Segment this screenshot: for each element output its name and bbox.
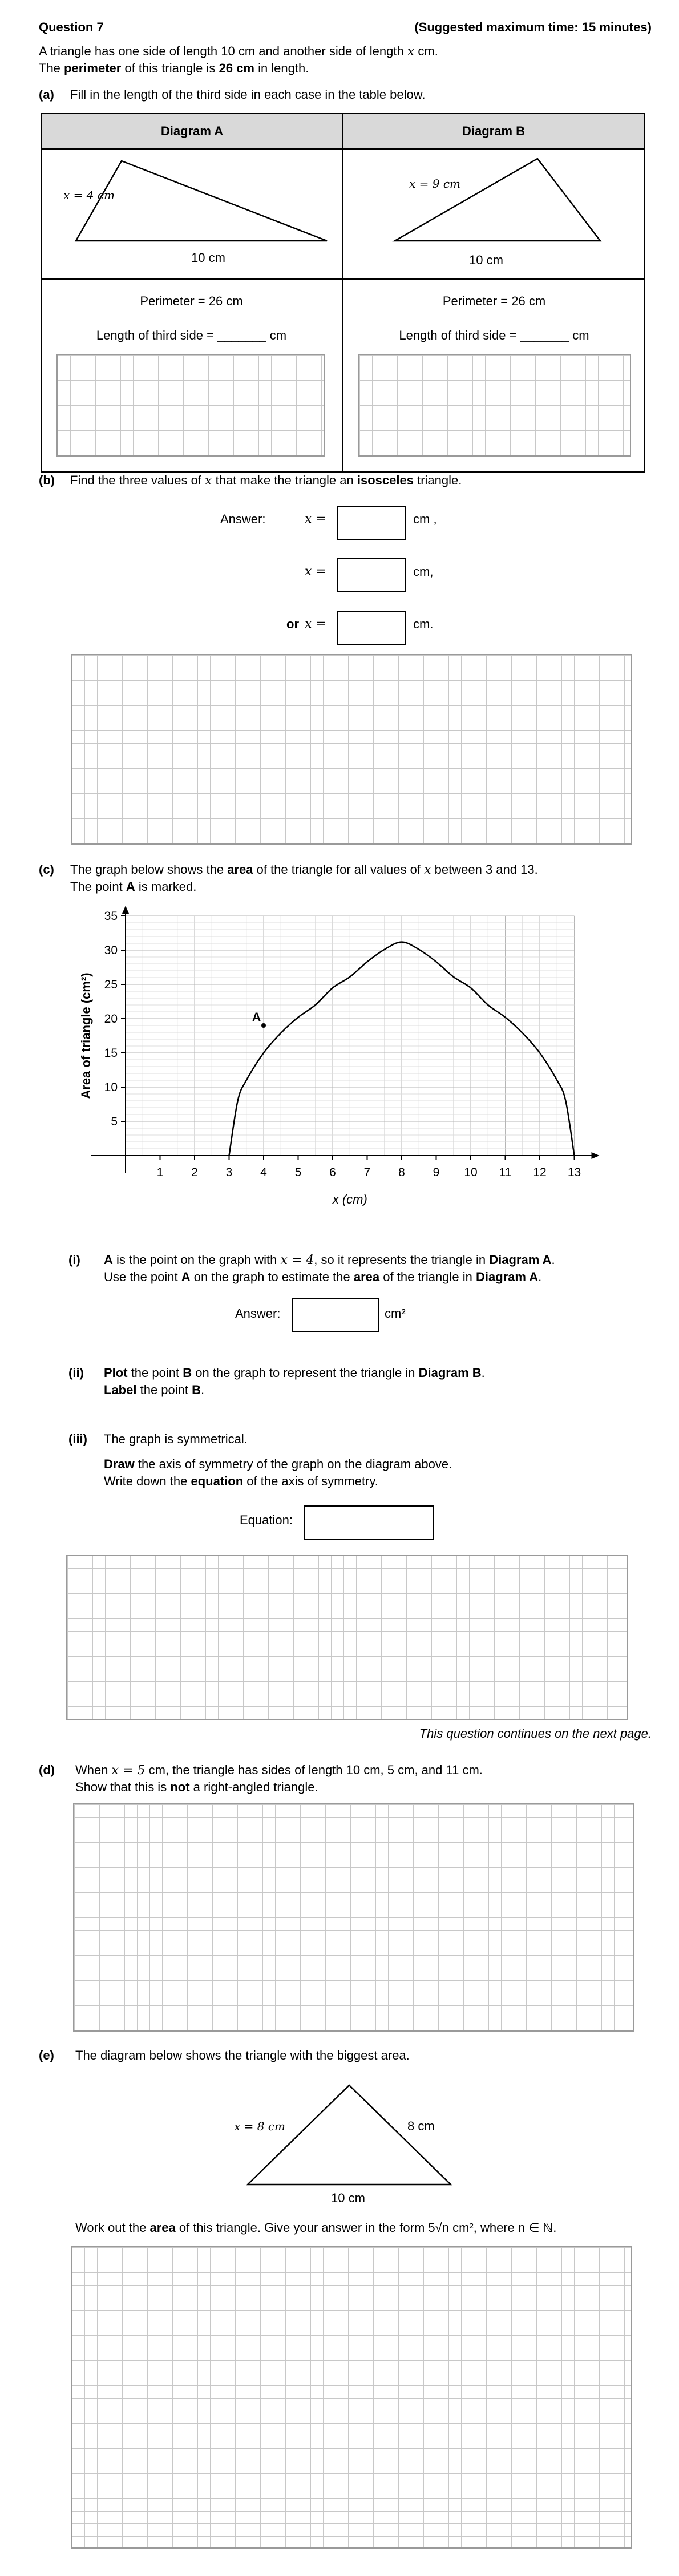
part-a-text: Fill in the length of the third side in each case in the table below. xyxy=(70,87,426,102)
y-tick-label: 20 xyxy=(104,1012,118,1025)
part-d-line-1: When x = 5 cm, the triangle has sides of length 10 cm, 5 cm, and 11 cm. xyxy=(75,1763,483,1778)
time-hint: (Suggested maximum time: 15 minutes) xyxy=(414,20,652,34)
equation-label: Equation: xyxy=(240,1513,293,1527)
part-b-text: Find the three values of x that make the triangle an isosceles triangle. xyxy=(70,473,462,488)
x-tick-label: 1 xyxy=(156,1166,164,1179)
part-e-label: (e) xyxy=(39,2048,54,2062)
x-eq-3: x = xyxy=(305,617,326,631)
sub-i-unit: cm² xyxy=(385,1306,406,1321)
sub-ii-label: (ii) xyxy=(68,1366,84,1380)
y-axis-arrow xyxy=(122,906,129,914)
diagram-b-answer-cell xyxy=(343,279,644,472)
diagram-b-cell xyxy=(343,149,644,279)
x-tick-label: 5 xyxy=(294,1166,302,1179)
equation-answer-box[interactable] xyxy=(304,1505,434,1540)
sub-i-answer-label: Answer: xyxy=(235,1306,281,1321)
point-a-label: A xyxy=(252,1011,261,1024)
x-tick-label: 11 xyxy=(499,1166,512,1179)
part-c-label: (c) xyxy=(39,862,54,877)
intro-line-2: The perimeter of this triangle is 26 cm in length. xyxy=(39,61,309,75)
x-tick-label: 7 xyxy=(363,1166,371,1179)
diagram-b-third-side[interactable]: Length of third side = _______ cm xyxy=(399,328,589,342)
isosceles-answer-box-3[interactable] xyxy=(337,611,406,645)
working-grid-part-d[interactable] xyxy=(73,1803,634,2032)
y-tick-label: 10 xyxy=(104,1081,118,1094)
working-grid-part-b[interactable] xyxy=(71,654,632,845)
x-tick-label: 4 xyxy=(260,1166,267,1179)
triangle-e-left-label: x = 8 cm xyxy=(234,2119,285,2133)
answer-suffix-1: cm , xyxy=(413,512,437,526)
sub-ii-line-1: Plot the point B on the graph to represent the triangle in Diagram B. xyxy=(104,1366,485,1380)
answer-suffix-2: cm, xyxy=(413,564,434,579)
part-e-question: Work out the area of this triangle. Give your answer in the form 5√n cm², where n ∈ ℕ. xyxy=(75,2220,557,2235)
working-grid-b[interactable] xyxy=(358,354,631,457)
diagram-b-side-label: x = 9 cm xyxy=(409,177,460,191)
diagram-b-header: Diagram B xyxy=(343,114,644,149)
sub-iii-label: (iii) xyxy=(68,1432,87,1446)
area-chart[interactable] xyxy=(63,905,605,1230)
diagram-a-header: Diagram A xyxy=(41,114,343,149)
x-eq-2: x = xyxy=(305,564,326,579)
x-tick-label: 9 xyxy=(433,1166,440,1179)
or-label: or xyxy=(286,617,299,631)
part-a-label: (a) xyxy=(39,87,54,102)
sub-iii-line-1: The graph is symmetrical. xyxy=(104,1432,248,1446)
part-c-text-1: The graph below shows the area of the triangle for all values of x between 3 and 13. xyxy=(70,862,538,877)
sub-iii-line-2: Draw the axis of symmetry of the graph on the diagram above. xyxy=(104,1457,452,1471)
x-tick-label: 10 xyxy=(464,1166,478,1179)
part-d-label: (d) xyxy=(39,1763,55,1777)
y-tick-label: 35 xyxy=(104,910,118,923)
triangle-e-right-label: 8 cm xyxy=(407,2119,435,2133)
answer-suffix-3: cm. xyxy=(413,617,434,631)
diagram-a-side-label: x = 4 cm xyxy=(63,188,115,202)
isosceles-answer-box-2[interactable] xyxy=(337,558,406,592)
part-d-line-2: Show that this is not a right-angled triangle. xyxy=(75,1780,318,1794)
y-tick-label: 5 xyxy=(111,1115,118,1128)
x-axis-arrow xyxy=(592,1152,600,1159)
x-tick-label: 3 xyxy=(225,1166,233,1179)
part-c-text-2: The point A is marked. xyxy=(70,879,197,894)
y-tick-label: 25 xyxy=(104,978,118,991)
question-title: Question 7 xyxy=(39,20,104,34)
sub-ii-line-2: Label the point B. xyxy=(104,1383,205,1397)
triangle-e-base-label: 10 cm xyxy=(331,2191,365,2205)
y-tick-label: 15 xyxy=(104,1047,118,1060)
y-axis-label: Area of triangle (cm²) xyxy=(79,972,93,1099)
part-b-answer-label: Answer: xyxy=(220,512,266,526)
x-tick-label: 2 xyxy=(191,1166,198,1179)
working-grid-part-e[interactable] xyxy=(71,2246,632,2549)
diagram-a-answer-cell xyxy=(41,279,343,472)
x-tick-label: 13 xyxy=(567,1166,581,1179)
triangle-e xyxy=(240,2083,456,2197)
working-grid-a[interactable] xyxy=(56,354,325,457)
sub-i-line-1: A is the point on the graph with x = 4, so it represents the triangle in Diagram A. xyxy=(104,1253,555,1267)
x-tick-label: 6 xyxy=(329,1166,336,1179)
point-a-marker xyxy=(261,1023,266,1028)
working-grid-part-c[interactable] xyxy=(66,1555,628,1720)
diagram-b-perimeter: Perimeter = 26 cm xyxy=(442,294,546,308)
y-tick-label: 30 xyxy=(104,944,118,957)
intro-line-1: A triangle has one side of length 10 cm and another side of length x cm. xyxy=(39,44,438,59)
diagram-a-third-side[interactable]: Length of third side = _______ cm xyxy=(96,328,287,342)
diagram-a-perimeter: Perimeter = 26 cm xyxy=(140,294,243,308)
sub-iii-line-3: Write down the equation of the axis of symmetry. xyxy=(104,1474,378,1488)
diagram-a-base-label: 10 cm xyxy=(191,251,225,265)
part-e-text: The diagram below shows the triangle with the biggest area. xyxy=(75,2048,410,2062)
diagram-b-base-label: 10 cm xyxy=(469,253,503,267)
x-eq-1: x = xyxy=(305,512,326,526)
diagram-table xyxy=(41,113,645,473)
x-axis-label: x (cm) xyxy=(332,1192,367,1206)
part-b-label: (b) xyxy=(39,473,55,487)
x-tick-label: 12 xyxy=(533,1166,547,1179)
continues-note: This question continues on the next page. xyxy=(419,1726,652,1741)
isosceles-answer-box-1[interactable] xyxy=(337,506,406,540)
chart-grid xyxy=(126,916,575,1156)
area-a-answer-box[interactable] xyxy=(292,1298,379,1332)
x-tick-label: 8 xyxy=(398,1166,405,1179)
sub-i-line-2: Use the point A on the graph to estimate the area of the triangle in Diagram A. xyxy=(104,1270,542,1284)
sub-i-label: (i) xyxy=(68,1253,80,1267)
diagram-a-cell xyxy=(41,149,343,279)
